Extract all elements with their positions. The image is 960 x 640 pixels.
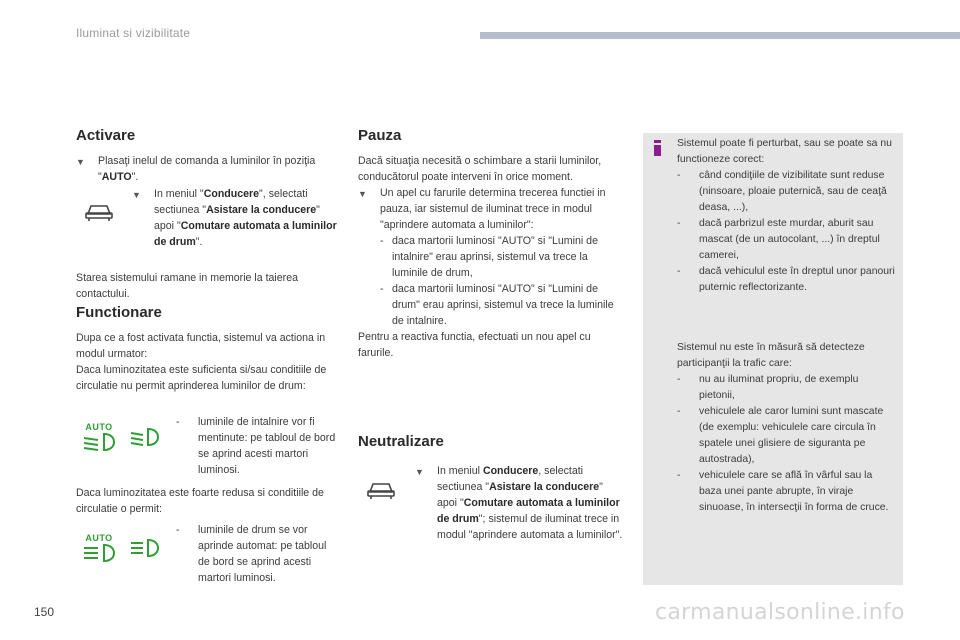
functionare-heading: Functionare bbox=[76, 304, 162, 321]
high-condition-text: Daca luminozitatea este foarte redusa si conditiile de circulatie o permit: bbox=[76, 487, 324, 515]
info-item: - când condiţiile de vizibilitate sunt reduse (ninsoare, ploaie puternică, sau de ceaţă deasa, ...), bbox=[677, 170, 887, 213]
info-detection: Sistemul nu este în măsură să detecteze participanţii la trafic care: - nu au iluminat propriu, de exemplu pietonii, - vehiculele ale caror lumini sunt mascate (de exemplu: vehiculele care circula în spatele unei glisiere de siguranta pe autostrada), - vehiculele care se află în vârful sau la baza unei pante abrupte, în viraje sinuoase, în intersecţii în forma de cruce. bbox=[677, 340, 897, 516]
low-beam-icon bbox=[130, 427, 160, 452]
pauza-bullet: ▼ Un apel cu farurile determina trecerea functiei in pauza, iar sistemul de iluminat trece in modul "aprindere automata a luminilor": bbox=[358, 187, 606, 231]
pauza-dash-1: - daca martorii luminosi "AUTO" si "Lumini de intalnire" erau aprinsi, sistemul va trece la luminile de drum, bbox=[380, 235, 598, 279]
pauza-section: Pauza Dacă situaţia necesită o schimbare a starii luminilor, conducătorul poate interveni în orice moment. ▼ Un apel cu farurile determina trecerea functiei in pauza, iar sistemul de iluminat trece in modul "aprindere automata a luminilor": - daca martorii luminosi "AUTO" si "Lumini de intalnire" erau aprinsi, sistemul va trece la luminile de drum, - daca martorii luminosi "AUTO" si "Lumini de drum" erau aprinsi, sistemul va trece la luminile de intalnire. Pentru a reactiva functia, efectuati un nou apel cu farurile. bbox=[358, 128, 626, 361]
functionare-section: Functionare Dupa ce a fost activata functia, sistemul va actiona in modul urmator: Daca luminozitatea este suficienta si/sau conditiile de circulatie nu permit aprinderea luminilor de drum: bbox=[76, 305, 336, 394]
info-limitations: Sistemul poate fi perturbat, sau se poate sa nu functioneze corect: - când condiţiile de vizibilitate sunt reduse (ninsoare, ploaie puternică, sau de ceaţă deasa, ...), - dacă parbrizul este murdar, aburit sau mascat (de un autocolant, ...) în dreptul camerei, - dacă vehiculul este în dreptul unor panouri puternic reflectorizante. bbox=[677, 136, 897, 296]
high-beam-text: - luminile de drum se vor aprinde automat: pe tabloul de bord se aprind acesti martori luminosi. bbox=[176, 524, 327, 584]
bullet-icon: ▼ bbox=[76, 157, 85, 167]
section-title: Iluminat si vizibilitate bbox=[76, 26, 191, 40]
info-item: - dacă parbrizul este murdar, aburit sau mascat (de un autocolant, ...) în dreptul camerei, bbox=[677, 218, 880, 261]
info-icon bbox=[652, 140, 663, 156]
info-item: - dacă vehiculul este în dreptul unor panouri puternic reflectorizante. bbox=[677, 266, 895, 293]
memory-note: Starea sistemului ramane in memorie la taierea contactului. bbox=[76, 272, 298, 300]
bullet-icon: ▼ bbox=[132, 190, 141, 200]
low-beam-text: - luminile de intalnire vor fi mentinute: pe tabloul de bord se aprind acesti martori luminosi. bbox=[176, 416, 336, 476]
activare-heading: Activare bbox=[76, 127, 136, 144]
info-item: - vehiculele ale caror lumini sunt mascate (de exemplu: vehiculele care circula în spatele unei glisiere de siguranta pe autostrada), bbox=[677, 406, 884, 465]
watermark: carmanualsonline.info bbox=[655, 600, 905, 625]
header-bar bbox=[480, 32, 960, 39]
activare-step2: ▼ In meniul "Conducere", selectati sectiunea "Asistare la conducere" apoi "Comutare automata a luminilor de drum". bbox=[132, 188, 337, 248]
neutralizare-section bbox=[358, 434, 626, 450]
pauza-heading: Pauza bbox=[358, 127, 402, 144]
high-beam-indicators bbox=[82, 533, 160, 563]
neutralizare-step: ▼ In meniul Conducere, selectati sectiunea "Asistare la conducere" apoi "Comutare automata a luminilor de drum"; sistemul de iluminat trece in modul "aprindere automata a luminilor". bbox=[415, 465, 623, 541]
bullet-icon: ▼ bbox=[358, 189, 367, 199]
auto-high-beam-icon: AUTO bbox=[82, 533, 116, 563]
auto-low-beam-icon: AUTO bbox=[82, 422, 116, 452]
car-icon bbox=[84, 200, 114, 222]
car-icon bbox=[366, 478, 396, 500]
pauza-dash-2: - daca martorii luminosi "AUTO" si "Lumini de drum" erau aprinsi, sistemul va trece la luminile de intalnire. bbox=[380, 283, 614, 327]
neutralizare-heading: Neutralizare bbox=[358, 433, 444, 450]
bullet-icon: ▼ bbox=[415, 467, 424, 477]
info-item: - vehiculele care se află în vârful sau la baza unei pante abrupte, în viraje sinuoase, în intersecţii în forma de cruce. bbox=[677, 470, 889, 513]
low-beam-indicators bbox=[82, 422, 160, 452]
page-number: 150 bbox=[34, 605, 55, 619]
activare-step1: ▼ Plasaţi inelul de comanda a luminilor în poziţia "AUTO". bbox=[76, 155, 316, 183]
activare-section bbox=[76, 128, 336, 185]
info-item: - nu au iluminat propriu, de exemplu pietonii, bbox=[677, 374, 859, 401]
high-beam-icon bbox=[130, 538, 160, 563]
